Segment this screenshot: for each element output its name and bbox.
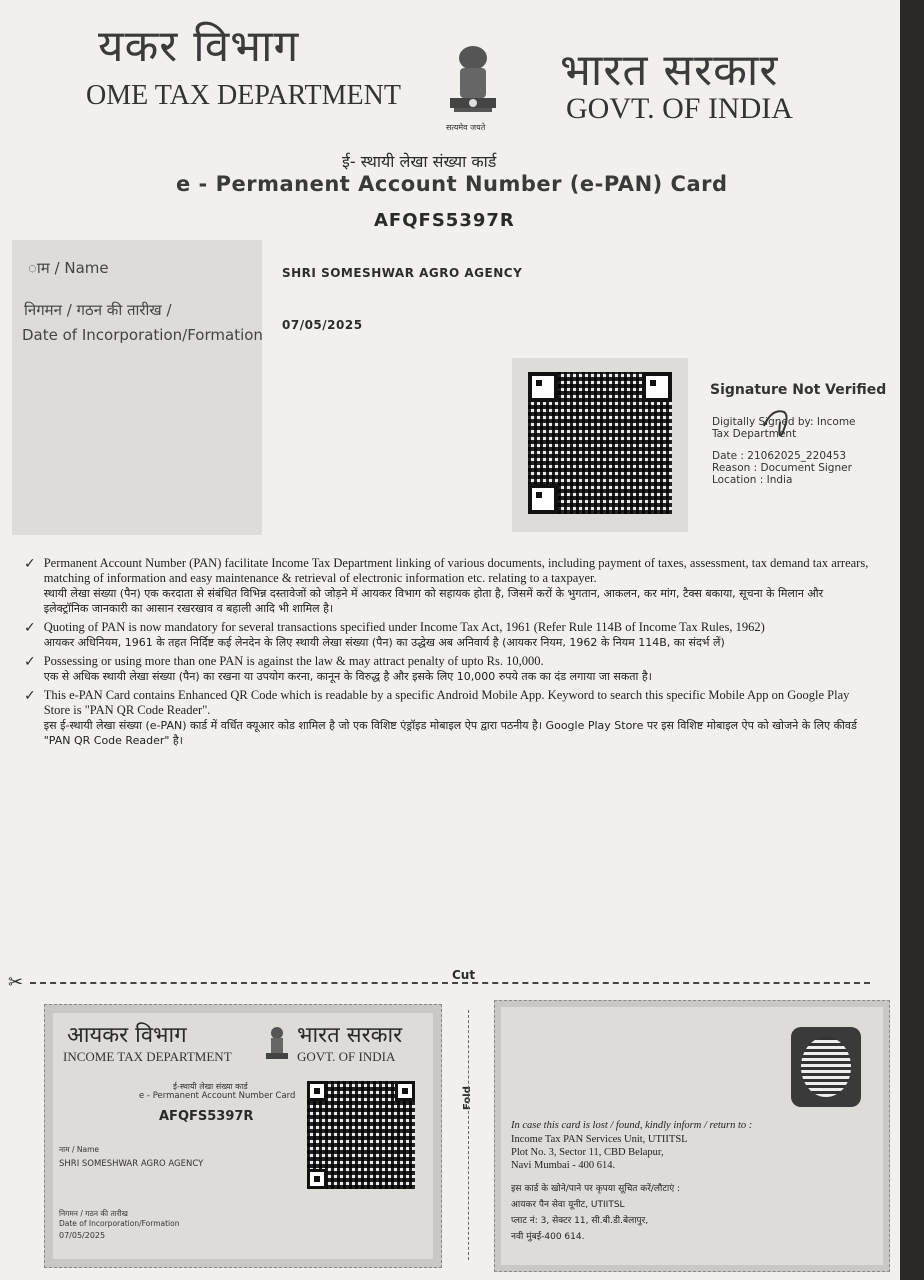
- mini-card-title: e - Permanent Account Number Card: [139, 1091, 296, 1101]
- mini-eng-govt: GOVT. OF INDIA: [297, 1049, 396, 1064]
- info-english: This e-PAN Card contains Enhanced QR Code which is readable by a specific Android Mobile App. Keyword to search this specific Mobile App on Google Play Store is "PAN QR Code Reader".: [43, 688, 850, 717]
- label-panel: [12, 240, 262, 535]
- scissors-icon: ✂: [8, 972, 24, 993]
- info-item: [24, 654, 869, 684]
- signature-line-5: Location : India: [712, 474, 793, 486]
- info-hindi: स्थायी लेखा संख्या (पैन) एक करदाता से संबंधित विभिन्न दस्तावेजों को जोड़ने में आयकर विभाग को सहायक होता है, जिसमें करों के भुगतान, आकलन, कर मांग, टैक्स बकाया, सूचना के मिलान और इलेक्ट्रॉनिक जानकारी का आसान रखरखाव व बहाली आदि भी शामिल है।: [43, 587, 824, 615]
- back-line-6: आयकर पैन सेवा यूनीट, UTIITSL: [511, 1200, 625, 1210]
- cut-line: [30, 982, 870, 984]
- mini-hindi-title: ई-स्थायी लेखा संख्या कार्ड: [173, 1082, 248, 1091]
- mini-name-value: SHRI SOMESHWAR AGRO AGENCY: [59, 1159, 204, 1169]
- info-english: Possessing or using more than one PAN is against the law & may attract penalty of upto Rs. 10,000.: [43, 654, 544, 668]
- mini-name-label: नाम / Name: [59, 1145, 100, 1154]
- date-label: Date of Incorporation/Formation: [22, 326, 263, 344]
- name-label: ाम / Name: [28, 259, 109, 277]
- info-hindi: इस ई-स्थायी लेखा संख्या (e-PAN) कार्ड में वर्धित क्यूआर कोड शामिल है जो एक विशिष्ट एंड्रॉइड मोबाइल ऐप द्वारा पठनीय है। Google Play Store पर इस विशिष्ट मोबाइल ऐप को खोजने के लिए कीवर्ड "PAN QR Code Reader" है।: [43, 719, 857, 747]
- check-icon: ✓: [24, 556, 36, 572]
- mini-hindi-dept: आयकर विभाग: [67, 1023, 187, 1048]
- signature-line-4: Reason : Document Signer: [712, 462, 852, 474]
- info-hindi: एक से अधिक स्थायी लेखा संख्या (पैन) का रखना या उपयोग करना, कानून के विरुद्ध है और इसके लिए 10,000 रुपये तक का दंड लगाया जा सकता है।: [43, 670, 652, 683]
- background-edge: [900, 0, 924, 1280]
- back-line-7: प्लाट नं: 3, सेक्टर 11, सी.बी.डी.बेलापुर,: [511, 1216, 649, 1226]
- signature-line-3: Date : 21062025_220453: [712, 450, 847, 462]
- check-icon: ✓: [24, 654, 36, 670]
- mini-card-back: [494, 1000, 890, 1272]
- signature-status: Signature Not Verified: [710, 382, 887, 398]
- signature-line-2: Tax Department: [712, 428, 797, 440]
- info-english: Quoting of PAN is now mandatory for several transactions specified under Income Tax Act, 1961 (Refer Rule 114B of Income Tax Rules, 1962): [43, 620, 765, 634]
- emblem-motto: सत्यमेव जयते: [446, 123, 486, 132]
- card-title: e - Permanent Account Number (e-PAN) Card: [176, 172, 728, 196]
- hindi-department-heading: यकर विभाग: [98, 21, 300, 72]
- info-english: Permanent Account Number (PAN) facilitate Income Tax Department linking of various documents, including payment of taxes, assessment, tax demand tax arrears, matching of information and easy maintenance & retrieval of electronic information etc. relating to a taxpayer.: [43, 556, 869, 585]
- mini-date-label: Date of Incorporation/Formation: [59, 1219, 180, 1228]
- mini-qr-code: [307, 1081, 415, 1189]
- back-line-1: In case this card is lost / found, kindly inform / return to :: [511, 1120, 753, 1131]
- signature-check-icon: [760, 404, 800, 448]
- back-line-4: Navi Mumbai - 400 614.: [511, 1160, 616, 1171]
- check-icon: ✓: [24, 688, 36, 704]
- hindi-card-title: ई- स्थायी लेखा संख्या कार्ड: [342, 152, 497, 171]
- back-line-5: इस कार्ड के खोने/पाने पर कृपया सूचित करें/लौटाएं :: [511, 1184, 681, 1194]
- date-value: 07/05/2025: [282, 318, 363, 332]
- name-value: SHRI SOMESHWAR AGRO AGENCY: [282, 266, 523, 280]
- pan-number: AFQFS5397R: [374, 210, 515, 231]
- mini-hindi-govt: भारत सरकार: [297, 1023, 403, 1048]
- mini-emblem-icon: [263, 1025, 291, 1065]
- hindi-govt-heading: भारत सरकार: [560, 45, 779, 96]
- hologram-icon: [791, 1027, 861, 1107]
- signature-line-1: Digitally Signed by: Income: [712, 416, 856, 428]
- fold-line: [468, 1010, 469, 1260]
- info-item: [24, 620, 869, 650]
- info-list: [24, 556, 869, 748]
- fold-label: Fold: [462, 1086, 473, 1110]
- check-icon: ✓: [24, 620, 36, 636]
- back-line-3: Plot No. 3, Sector 11, CBD Belapur,: [511, 1147, 664, 1158]
- mini-pan-number: AFQFS5397R: [159, 1109, 254, 1124]
- qr-code: [528, 372, 672, 514]
- back-line-2: Income Tax PAN Services Unit, UTIITSL: [511, 1134, 688, 1145]
- mini-date-value: 07/05/2025: [59, 1231, 106, 1240]
- info-item: [24, 688, 869, 748]
- info-hindi: आयकर अधिनियम, 1961 के तहत निर्दिष्ट कई लेनदेन के लिए स्थायी लेखा संख्या (पैन) का उद्धेख अब अनिवार्य है (आयकर नियम, 1962 के नियम 114B, का संदर्भ लें): [43, 636, 725, 649]
- mini-date-label-hindi: निगमन / गठन की तारीख: [59, 1209, 128, 1218]
- date-label-hindi: निगमन / गठन की तारीख /: [24, 301, 172, 319]
- national-emblem-icon: [438, 40, 508, 132]
- back-line-8: नवी मुंबई-400 614.: [511, 1232, 585, 1242]
- english-department-heading: OME TAX DEPARTMENT: [86, 80, 401, 111]
- cut-label: Cut: [448, 968, 479, 982]
- mini-card-front: [44, 1004, 442, 1268]
- info-item: [24, 556, 869, 616]
- mini-eng-dept: INCOME TAX DEPARTMENT: [63, 1049, 232, 1064]
- english-govt-heading: GOVT. OF INDIA: [566, 92, 793, 125]
